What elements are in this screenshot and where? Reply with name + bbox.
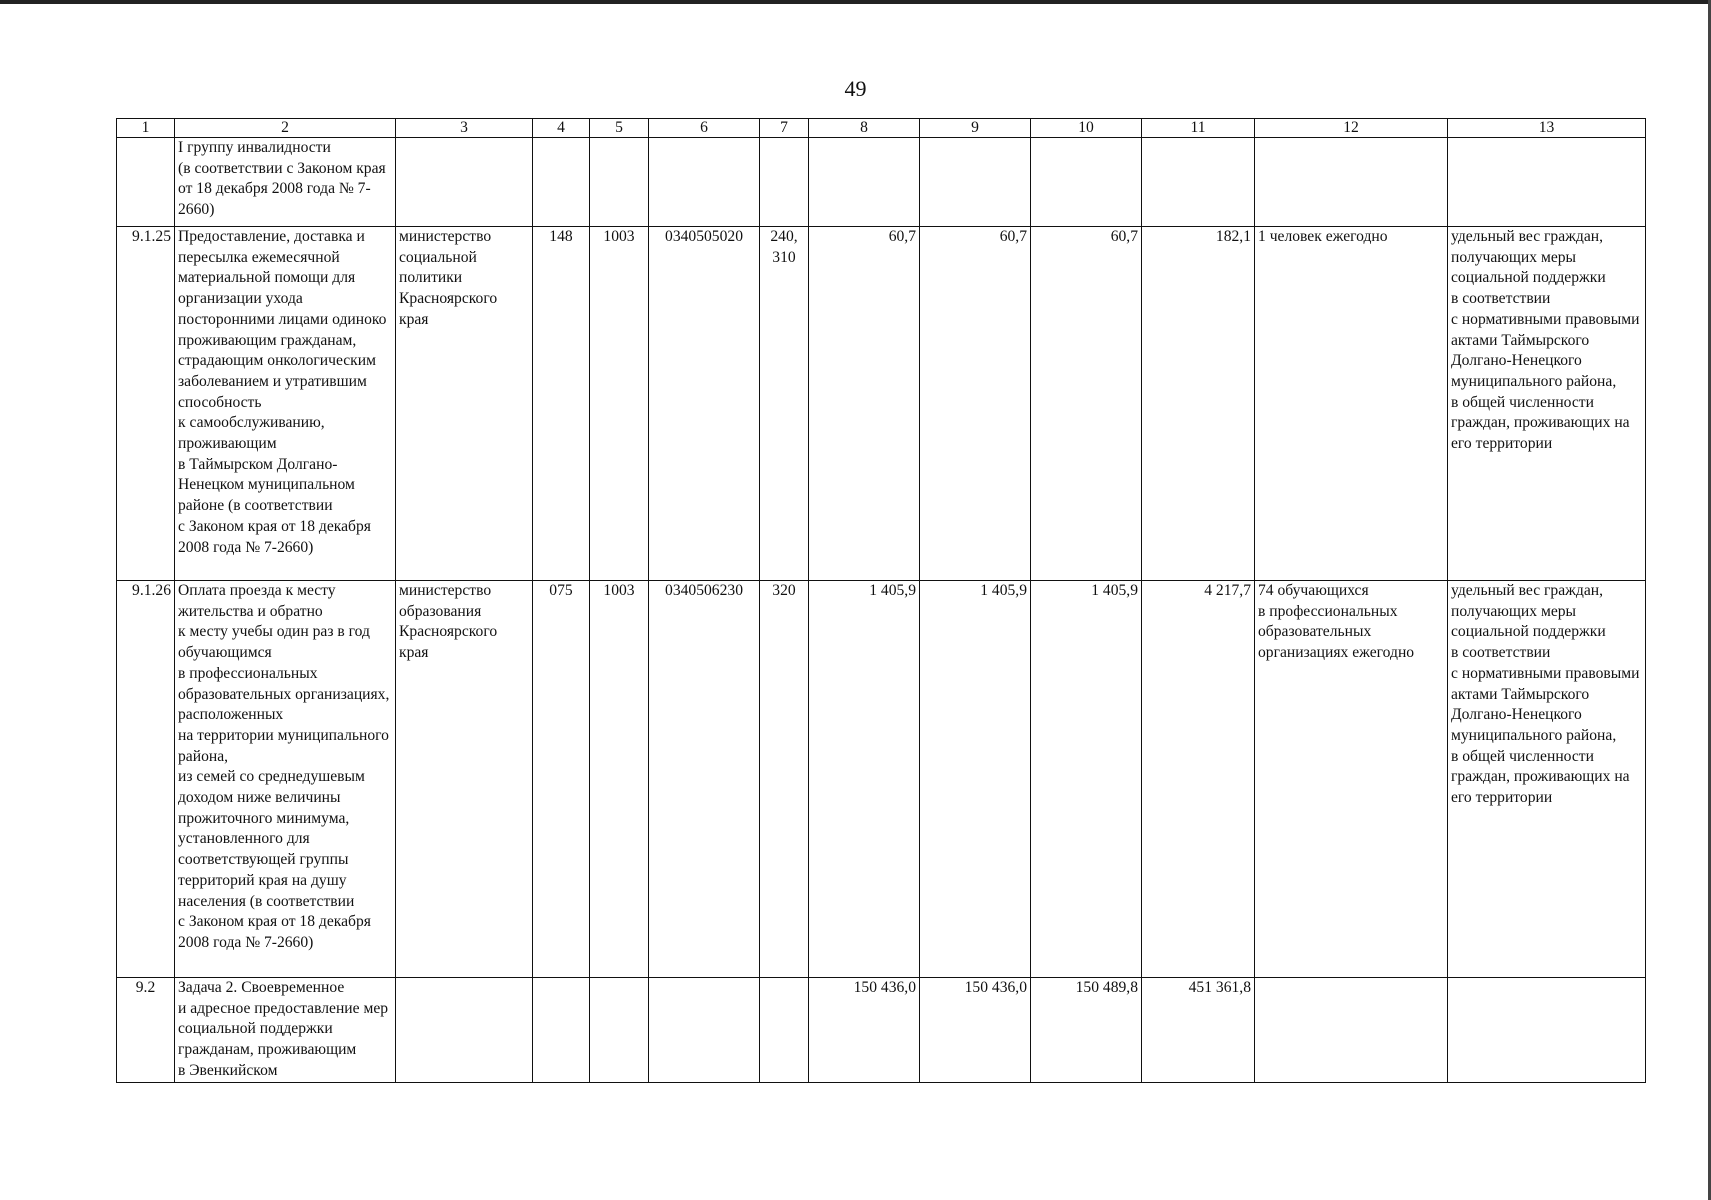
expected-result: 74 обучающихся в профессиональных образовательных организациях ежегодно — [1255, 581, 1448, 978]
expected-result — [1255, 138, 1448, 227]
grbs-code: 148 — [533, 227, 590, 581]
vr-code — [760, 978, 809, 1083]
amount-total: 451 361,8 — [1142, 978, 1255, 1083]
column-number-header: 3 — [396, 119, 533, 138]
executor — [396, 978, 533, 1083]
csr-code: 0340506230 — [649, 581, 760, 978]
amount-year-1: 1 405,9 — [809, 581, 920, 978]
indicator — [1448, 138, 1646, 227]
activity-name: Предоставление, доставка и пересылка ежемесячной материальной помощи для организации ухода посторонними лицами одиноко проживающим гражданам, страдающим онкологическим заболеванием и утратившим способность к самообслуживанию, проживающим в Таймырском Долгано-Ненецком муниципальном районе (в соответствии с Законом края от 18 декабря 2008 года № 7-2660) — [175, 227, 396, 581]
vr-code: 240, 310 — [760, 227, 809, 581]
activity-name: Оплата проезда к месту жительства и обратно к месту учебы один раз в год обучающимся в профессиональных образовательных организациях, расположенных на территории муниципального района, из семей со среднедушевым доходом ниже величины прожиточного минимума, установленного для соответствующей группы территорий края на душу населения (в соответствии с Законом края от 18 декабря 2008 года № 7-2660) — [175, 581, 396, 978]
amount-year-3: 1 405,9 — [1031, 581, 1142, 978]
amount-year-3: 150 489,8 — [1031, 978, 1142, 1083]
row-id: 9.1.25 — [117, 227, 175, 581]
rzpr-code: 1003 — [590, 581, 649, 978]
vr-code: 320 — [760, 581, 809, 978]
activity-name: Задача 2. Своевременное и адресное предоставление мер социальной поддержки гражданам, проживающим в Эвенкийском — [175, 978, 396, 1083]
indicator: удельный вес граждан, получающих меры социальной поддержки в соответствии с нормативными правовыми актами Таймырского Долгано-Ненецкого муниципального района, в общей численности граждан, проживающих на его территории — [1448, 581, 1646, 978]
amount-year-2 — [920, 138, 1031, 227]
grbs-code — [533, 138, 590, 227]
column-number-header: 9 — [920, 119, 1031, 138]
amount-year-1: 150 436,0 — [809, 978, 920, 1083]
vr-code — [760, 138, 809, 227]
amount-year-1: 60,7 — [809, 227, 920, 581]
page-number: 49 — [844, 76, 867, 101]
column-number-header: 12 — [1255, 119, 1448, 138]
row-id: 9.2 — [117, 978, 175, 1083]
grbs-code: 075 — [533, 581, 590, 978]
csr-code — [649, 138, 760, 227]
table-row — [117, 978, 1646, 1083]
table-row — [117, 227, 1646, 581]
column-number-header: 5 — [590, 119, 649, 138]
column-number-header: 2 — [175, 119, 396, 138]
amount-total — [1142, 138, 1255, 227]
amount-total: 4 217,7 — [1142, 581, 1255, 978]
amount-year-3 — [1031, 138, 1142, 227]
column-number-header: 11 — [1142, 119, 1255, 138]
csr-code — [649, 978, 760, 1083]
expected-result: 1 человек ежегодно — [1255, 227, 1448, 581]
row-id: 9.1.26 — [117, 581, 175, 978]
scan-top-edge — [0, 0, 1711, 4]
column-number-header: 6 — [649, 119, 760, 138]
program-activities-table — [116, 118, 1646, 1083]
rzpr-code: 1003 — [590, 227, 649, 581]
indicator: удельный вес граждан, получающих меры социальной поддержки в соответствии с нормативными правовыми актами Таймырского Долгано-Ненецкого муниципального района, в общей численности граждан, проживающих на его территории — [1448, 227, 1646, 581]
executor: министерство образования Красноярского края — [396, 581, 533, 978]
grbs-code — [533, 978, 590, 1083]
column-number-header: 13 — [1448, 119, 1646, 138]
amount-total: 182,1 — [1142, 227, 1255, 581]
activity-name: I группу инвалидности (в соответствии с Законом края от 18 декабря 2008 года № 7-2660) — [175, 138, 396, 227]
indicator — [1448, 978, 1646, 1083]
column-number-header-row — [117, 119, 1646, 138]
table-row — [117, 138, 1646, 227]
amount-year-2: 60,7 — [920, 227, 1031, 581]
executor — [396, 138, 533, 227]
expected-result — [1255, 978, 1448, 1083]
rzpr-code — [590, 138, 649, 227]
amount-year-3: 60,7 — [1031, 227, 1142, 581]
column-number-header: 7 — [760, 119, 809, 138]
column-number-header: 8 — [809, 119, 920, 138]
column-number-header: 1 — [117, 119, 175, 138]
amount-year-1 — [809, 138, 920, 227]
row-id — [117, 138, 175, 227]
amount-year-2: 1 405,9 — [920, 581, 1031, 978]
column-number-header: 4 — [533, 119, 590, 138]
table-row — [117, 581, 1646, 978]
csr-code: 0340505020 — [649, 227, 760, 581]
executor: министерство социальной политики Красноярского края — [396, 227, 533, 581]
column-number-header: 10 — [1031, 119, 1142, 138]
amount-year-2: 150 436,0 — [920, 978, 1031, 1083]
rzpr-code — [590, 978, 649, 1083]
